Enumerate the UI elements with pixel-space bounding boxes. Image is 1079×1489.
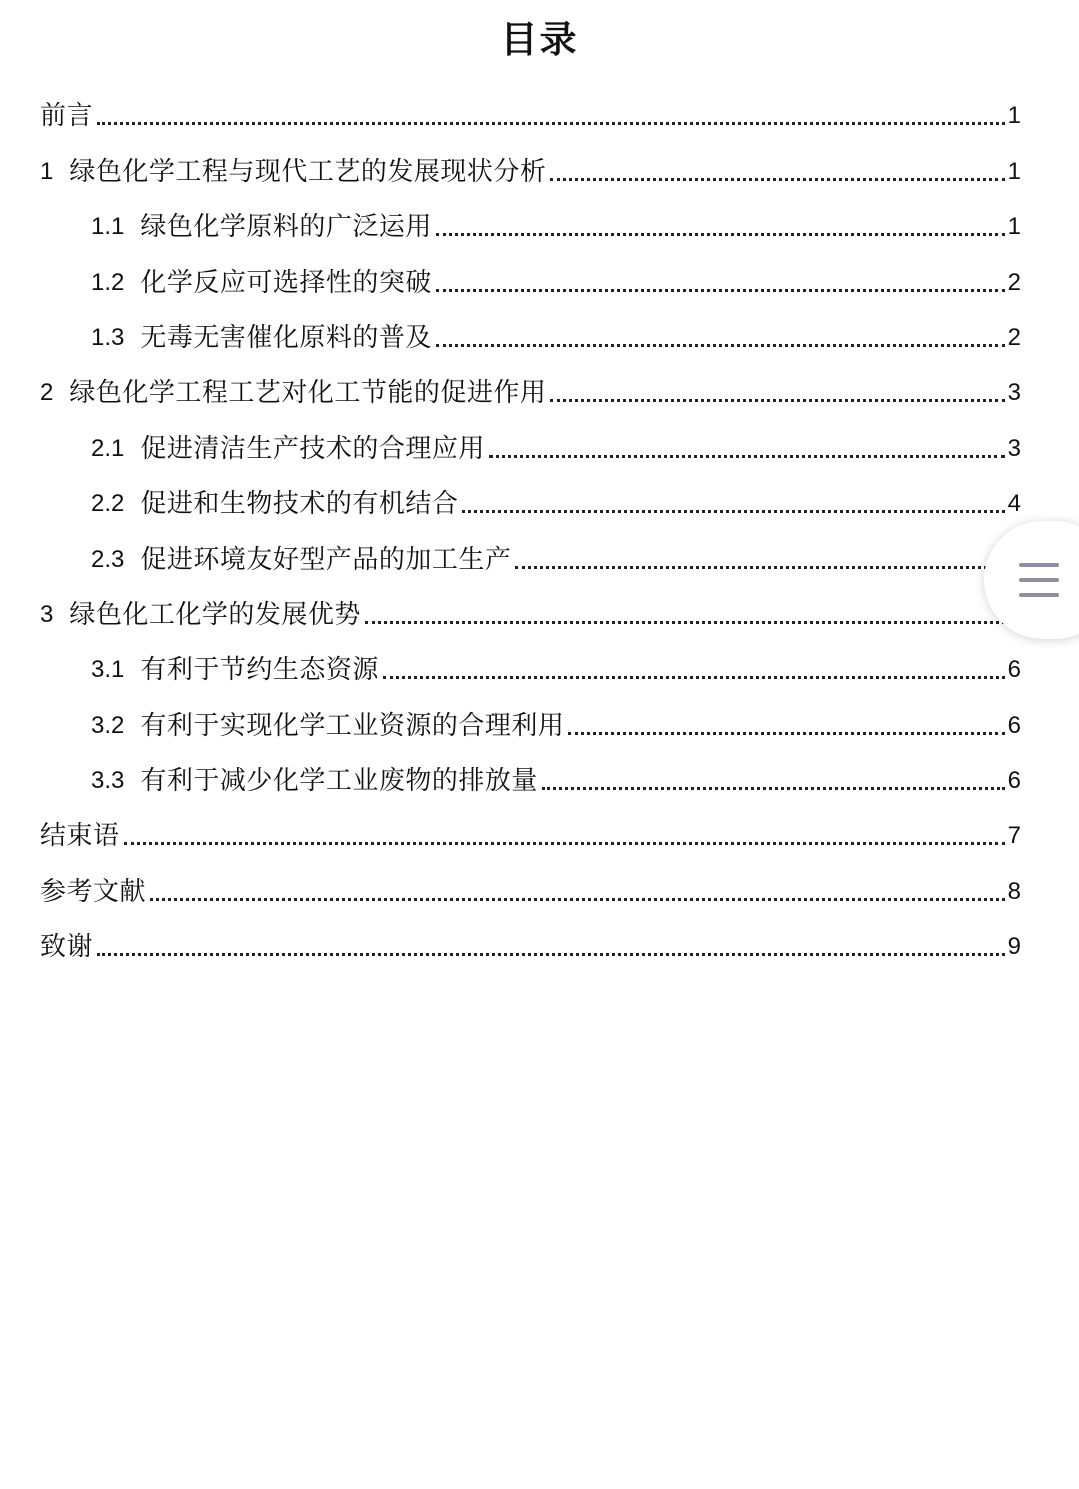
toc-entry-number: 2	[40, 379, 54, 407]
toc-page-number: 7	[1007, 822, 1021, 850]
toc-entry-section-3-3[interactable]	[40, 743, 1021, 798]
toc-dot-leader	[97, 953, 1005, 956]
toc-entry-text: 无毒无害催化原料的普及	[140, 322, 432, 353]
toc-page-number: 6	[1007, 767, 1021, 795]
toc-dot-leader	[97, 122, 1005, 125]
toc-entry-conclusion[interactable]	[40, 798, 1021, 853]
toc-entry-chapter-2[interactable]	[40, 355, 1021, 410]
toc-dot-leader	[436, 289, 1005, 292]
toc-dot-leader	[365, 621, 1005, 624]
toc-dot-leader	[489, 455, 1005, 458]
toc-entry-number: 2.2	[91, 490, 125, 518]
toc-page-number: 2	[1007, 323, 1021, 351]
toc-entry-section-3-2[interactable]	[40, 687, 1021, 742]
toc-dot-leader	[436, 233, 1005, 236]
toc-entry-preface[interactable]	[40, 78, 1021, 133]
toc-entry-text: 有利于节约生态资源	[140, 655, 379, 686]
toc-entry-number: 2.1	[91, 434, 125, 462]
toc-page-number: 9	[1007, 933, 1021, 961]
toc-entry-section-1-2[interactable]	[40, 244, 1021, 299]
toc-page-number: 3	[1007, 379, 1021, 407]
toc-entry-section-2-3[interactable]	[40, 521, 1021, 576]
toc-entry-section-2-2[interactable]	[40, 466, 1021, 521]
toc-entry-number: 1.3	[91, 323, 125, 351]
toc-dot-leader	[436, 344, 1005, 347]
toc-dot-leader	[150, 898, 1005, 901]
toc-entry-section-1-1[interactable]	[40, 189, 1021, 244]
toc-entry-text: 绿色化学工程工艺对化工节能的促进作用	[69, 378, 547, 409]
toc-dot-leader	[542, 787, 1005, 790]
toc-page-number: 4	[1007, 490, 1021, 518]
toc-dot-leader	[124, 842, 1005, 845]
toc-entry-text: 绿色化学原料的广泛运用	[140, 212, 432, 243]
toc-page-number: 1	[1007, 102, 1021, 130]
toc-page-number: 1	[1007, 213, 1021, 241]
toc-entry-number: 3	[40, 600, 54, 628]
toc-entry-text: 致谢	[40, 932, 94, 963]
toc-dot-leader	[462, 510, 1005, 513]
toc-entry-number: 1	[40, 157, 54, 185]
toc-entry-text: 有利于实现化学工业资源的合理利用	[140, 710, 565, 741]
toc-dot-leader	[568, 732, 1005, 735]
toc-entry-text: 化学反应可选择性的突破	[140, 267, 432, 298]
toc-page-number: 3	[1007, 434, 1021, 462]
toc-dot-leader	[550, 178, 1005, 181]
toc-dot-leader	[383, 676, 1005, 679]
toc-list	[40, 78, 1021, 964]
toc-page-number: 6	[1007, 656, 1021, 684]
toc-entry-number: 3.3	[91, 767, 125, 795]
toc-entry-text: 参考文献	[40, 876, 147, 907]
toc-entry-text: 促进环境友好型产品的加工生产	[140, 544, 512, 575]
toc-entry-text: 有利于减少化学工业废物的排放量	[140, 766, 538, 797]
toc-entry-chapter-1[interactable]	[40, 133, 1021, 188]
toc-entry-references[interactable]	[40, 853, 1021, 908]
toc-entry-number: 1.2	[91, 268, 125, 296]
toc-entry-section-2-1[interactable]	[40, 410, 1021, 465]
toc-entry-number: 1.1	[91, 213, 125, 241]
toc-page-number: 2	[1007, 268, 1021, 296]
toc-dot-leader	[550, 399, 1005, 402]
toc-entry-text: 绿色化学工程与现代工艺的发展现状分析	[69, 156, 547, 187]
toc-dot-leader	[515, 566, 1005, 569]
toc-page-number: 8	[1007, 877, 1021, 905]
toc-entry-acknowledgements[interactable]	[40, 909, 1021, 964]
toc-entry-number: 2.3	[91, 545, 125, 573]
toc-entry-section-3-1[interactable]	[40, 632, 1021, 687]
hamburger-menu-icon	[1019, 561, 1059, 599]
toc-entry-section-1-3[interactable]	[40, 300, 1021, 355]
toc-entry-number: 3.1	[91, 656, 125, 684]
toc-page-number: 6	[1007, 711, 1021, 739]
toc-entry-text: 绿色化工化学的发展优势	[69, 599, 361, 630]
toc-entry-text: 促进清洁生产技术的合理应用	[140, 433, 485, 464]
toc-title: 目录	[500, 18, 579, 61]
toc-page-number: 1	[1007, 157, 1021, 185]
toc-entry-number: 3.2	[91, 711, 125, 739]
toc-entry-text: 结束语	[40, 821, 120, 852]
toc-entry-text: 促进和生物技术的有机结合	[140, 489, 459, 520]
toc-entry-text: 前言	[40, 101, 94, 132]
toc-entry-chapter-3[interactable]	[40, 577, 1021, 632]
